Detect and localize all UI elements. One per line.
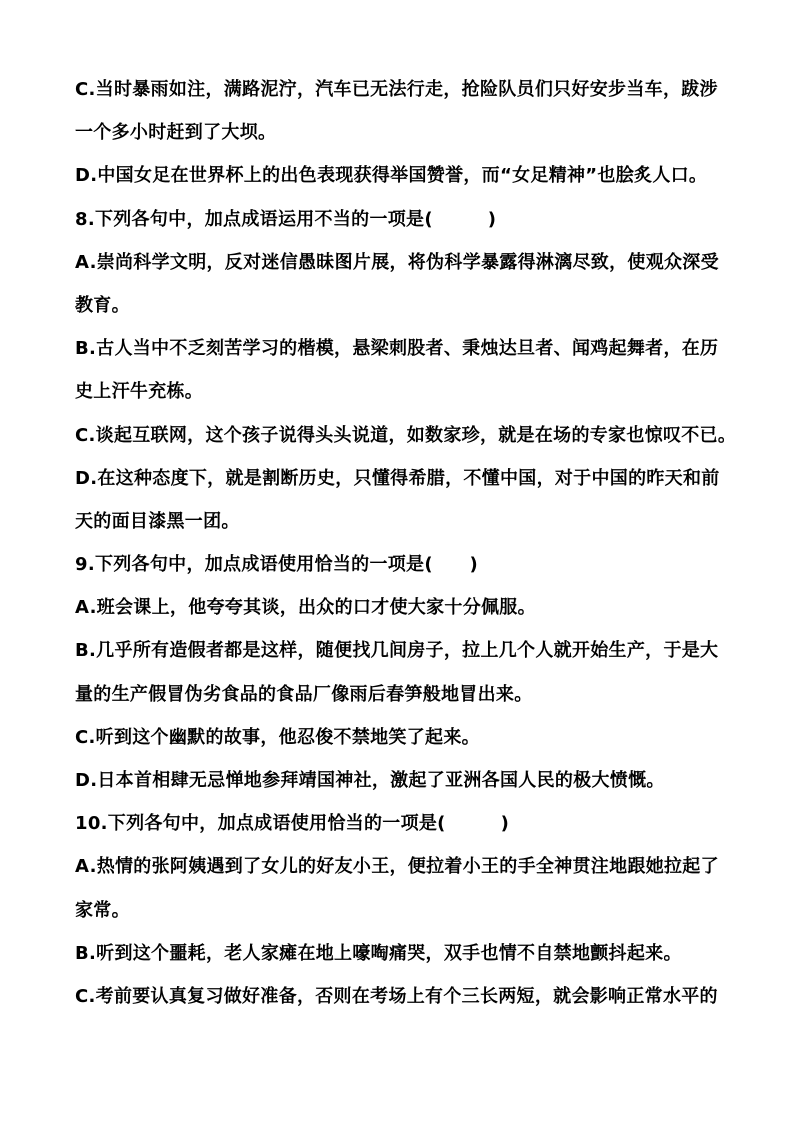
text-line: 量的生产假冒伪劣食品的食品厂像雨后春笋般地冒出来。 xyxy=(75,683,533,705)
text-line: A.班会课上，他夸夸其谈，出众的口才使大家十分佩服。 xyxy=(75,597,536,619)
question-8-stem: 8.下列各句中，加点成语运用不当的一项是( ) xyxy=(75,208,497,230)
text-line: D.中国女足在世界杯上的出色表现获得举国赞誉，而“女足精神”也脍炙人口。 xyxy=(75,165,708,187)
text-line: C.当时暴雨如注，满路泥泞，汽车已无法行走，抢险队员们只好安步当车，跋涉 xyxy=(75,79,718,100)
text-line: 史上汗牛充栋。 xyxy=(75,381,204,403)
text-line: 一个多小时赶到了大坝。 xyxy=(75,122,277,144)
text-line: 天的面目漆黑一团。 xyxy=(75,510,240,532)
text-line: C.考前要认真复习做好准备，否则在考场上有个三长两短，就会影响正常水平的 xyxy=(75,985,718,1007)
text-line: B.几乎所有造假者都是这样，随便找几间房子，拉上几个人就开始生产，于是大 xyxy=(75,640,719,662)
text-line: A.崇尚科学文明，反对迷信愚昧图片展，将伪科学暴露得淋漓尽致，使观众深受 xyxy=(75,251,719,273)
text-line: C.听到这个幽默的故事，他忍俊不禁地笑了起来。 xyxy=(75,726,480,748)
text-line: 家常。 xyxy=(75,899,130,921)
text-line: A.热情的张阿姨遇到了女儿的好友小王，便拉着小王的手全神贯注地跟她拉起了 xyxy=(75,856,719,878)
text-line: 教育。 xyxy=(75,294,130,316)
question-9-stem: 9.下列各句中，加点成语使用恰当的一项是( ) xyxy=(75,554,479,576)
text-line: C.谈起互联网，这个孩子说得头头说道，如数家珍，就是在场的专家也惊叹不已。 xyxy=(75,424,737,446)
text-line: B.听到这个噩耗，老人家瘫在地上嚎啕痛哭，双手也情不自禁地颤抖起来。 xyxy=(75,942,682,964)
text-line: D.日本首相肆无忌惮地参拜靖国神社，激起了亚洲各国人民的极大愤慨。 xyxy=(75,770,665,791)
text-line: B.古人当中不乏刻苦学习的楷模，悬梁刺股者、秉烛达旦者、闻鸡起舞者，在历 xyxy=(75,338,719,360)
question-10-stem: 10.下列各句中，加点成语使用恰当的一项是( ) xyxy=(75,813,510,835)
text-line: D.在这种态度下，就是割断历史，只懂得希腊，不懂中国，对于中国的昨天和前 xyxy=(75,467,720,489)
document-page xyxy=(75,68,735,1018)
